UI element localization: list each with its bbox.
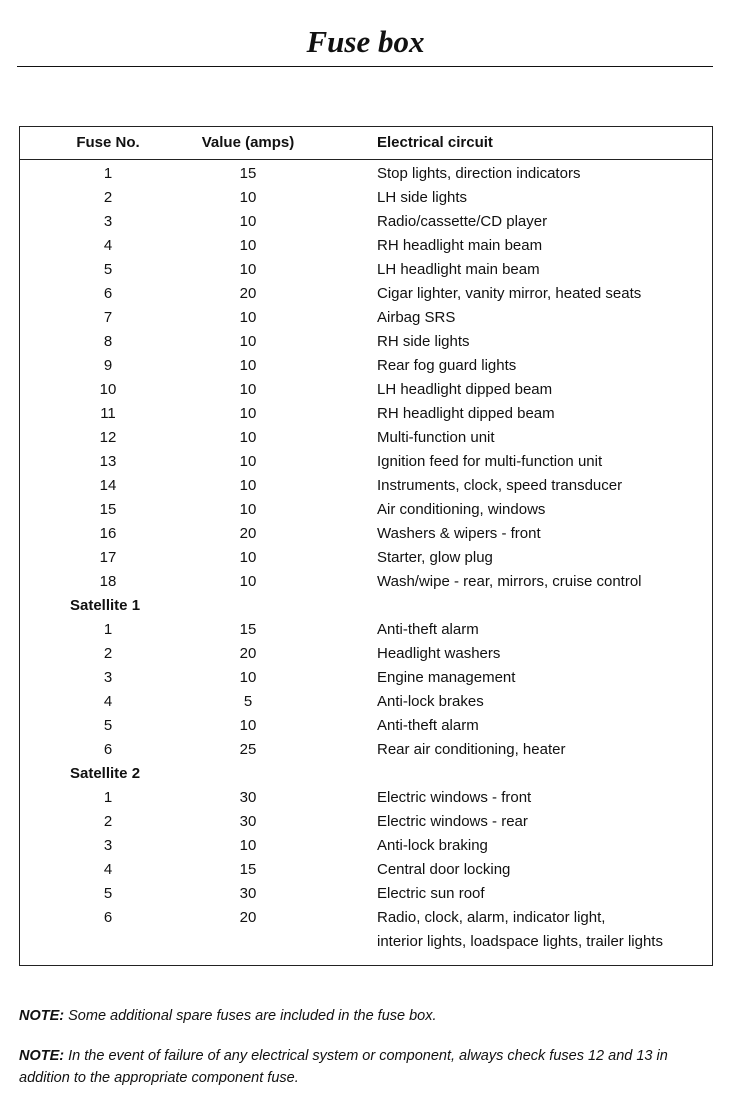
fuse-value: 10	[239, 573, 257, 590]
table-row	[20, 330, 712, 354]
note-label: NOTE:	[19, 1007, 65, 1024]
fuse-number: 14	[99, 477, 117, 494]
circuit-description: Instruments, clock, speed transducer	[377, 477, 623, 494]
title-divider	[17, 66, 713, 67]
table-row	[20, 546, 712, 570]
fuse-number: 8	[103, 333, 113, 350]
fuse-value: 10	[239, 453, 257, 470]
fuse-value: 10	[239, 213, 257, 230]
table-row	[20, 210, 712, 234]
fuse-number: 3	[103, 669, 113, 686]
fuse-value: 5	[243, 693, 253, 710]
fuse-number: 10	[99, 381, 117, 398]
header-circuit: Electrical circuit	[377, 134, 493, 151]
table-row	[20, 666, 712, 690]
circuit-description: RH side lights	[377, 333, 470, 350]
table-row	[20, 450, 712, 474]
circuit-description: Anti-lock brakes	[377, 693, 484, 710]
fuse-value: 10	[239, 717, 257, 734]
fuse-value: 20	[239, 525, 257, 542]
circuit-description: Multi-function unit	[377, 429, 495, 446]
fuse-number: 3	[103, 213, 113, 230]
table-row	[20, 522, 712, 546]
table-row	[20, 234, 712, 258]
circuit-description: LH headlight main beam	[377, 261, 540, 278]
fuse-number: 6	[103, 285, 113, 302]
note-text: Some additional spare fuses are included in the fuse box.	[68, 1007, 437, 1024]
fuse-number: 11	[100, 405, 116, 422]
table-row	[20, 714, 712, 738]
circuit-description: Electric sun roof	[377, 885, 485, 902]
note-spare-fuses	[19, 1005, 709, 1027]
fuse-number: 4	[103, 693, 113, 710]
fuse-number: 16	[99, 525, 117, 542]
table-row	[20, 258, 712, 282]
fuse-value: 25	[239, 741, 257, 758]
fuse-number: 6	[103, 741, 113, 758]
fuse-number: 13	[99, 453, 117, 470]
note-label: NOTE:	[19, 1047, 65, 1064]
table-row	[20, 906, 712, 954]
table-row	[20, 642, 712, 666]
table-row	[20, 618, 712, 642]
group-heading	[20, 762, 712, 786]
fuse-number: 5	[103, 261, 113, 278]
header-fuse-no: Fuse No.	[76, 134, 140, 151]
circuit-description: RH headlight dipped beam	[377, 405, 555, 422]
fuse-number: 6	[103, 909, 113, 926]
fuse-number: 4	[103, 237, 113, 254]
fuse-number: 2	[103, 813, 113, 830]
table-row	[20, 882, 712, 906]
circuit-description: Radio, clock, alarm, indicator light, interior lights, loadspace lights, trailer lights	[377, 909, 663, 950]
table-row	[20, 498, 712, 522]
fuse-value: 10	[239, 837, 257, 854]
fuse-value: 10	[239, 237, 257, 254]
table-row	[20, 402, 712, 426]
fuse-number: 2	[103, 189, 113, 206]
fuse-number: 4	[103, 861, 113, 878]
circuit-description: Rear air conditioning, heater	[377, 741, 566, 758]
table-row	[20, 474, 712, 498]
fuse-value: 30	[239, 789, 257, 806]
table-row	[20, 426, 712, 450]
circuit-description: Headlight washers	[377, 645, 501, 662]
fuse-table	[19, 126, 713, 966]
fuse-number: 7	[103, 309, 113, 326]
fuse-number: 1	[103, 789, 113, 806]
circuit-description: Airbag SRS	[377, 309, 456, 326]
fuse-number: 9	[103, 357, 113, 374]
fuse-number: 2	[103, 645, 113, 662]
table-header	[20, 126, 712, 160]
fuse-value: 10	[239, 261, 257, 278]
fuse-value: 15	[239, 621, 257, 638]
fuse-value: 10	[239, 357, 257, 374]
table-body	[20, 162, 712, 954]
circuit-description: Rear fog guard lights	[377, 357, 517, 374]
circuit-description: Washers & wipers - front	[377, 525, 541, 542]
circuit-description: LH side lights	[377, 189, 468, 206]
fuse-value: 10	[239, 309, 257, 326]
table-row	[20, 834, 712, 858]
fuse-value: 10	[239, 333, 257, 350]
circuit-description: Starter, glow plug	[377, 549, 493, 566]
fuse-number: 5	[103, 885, 113, 902]
circuit-description: Anti-lock braking	[377, 837, 488, 854]
fuse-value: 15	[239, 861, 257, 878]
fuse-value: 10	[239, 501, 257, 518]
table-row	[20, 162, 712, 186]
fuse-value: 30	[239, 885, 257, 902]
circuit-description: Air conditioning, windows	[377, 501, 546, 518]
table-row	[20, 786, 712, 810]
circuit-description: Cigar lighter, vanity mirror, heated seats	[377, 285, 642, 302]
group-label: Satellite 1	[70, 597, 141, 614]
circuit-description: Radio/cassette/CD player	[377, 213, 548, 230]
fuse-value: 15	[239, 165, 257, 182]
fuse-number: 5	[103, 717, 113, 734]
fuse-value: 10	[239, 381, 257, 398]
circuit-description: RH headlight main beam	[377, 237, 543, 254]
page-title: Fuse box	[306, 24, 425, 59]
circuit-description: Wash/wipe - rear, mirrors, cruise control	[377, 573, 642, 590]
table-row	[20, 738, 712, 762]
table-row	[20, 378, 712, 402]
table-row	[20, 810, 712, 834]
table-row	[20, 858, 712, 882]
fuse-number: 3	[103, 837, 113, 854]
fuse-value: 20	[239, 645, 257, 662]
note-text: In the event of failure of any electrical system or component, always check fuses 12 and 13 in addition to the appropriate component fuse.	[19, 1047, 668, 1086]
circuit-description: Anti-theft alarm	[377, 717, 479, 734]
table-row	[20, 282, 712, 306]
note-check-fuses	[19, 1045, 709, 1089]
fuse-value: 10	[239, 549, 257, 566]
fuse-value: 20	[239, 285, 257, 302]
fuse-number: 1	[103, 165, 113, 182]
fuse-value: 10	[239, 477, 257, 494]
fuse-value: 30	[239, 813, 257, 830]
table-row	[20, 690, 712, 714]
fuse-number: 18	[99, 573, 117, 590]
fuse-number: 15	[99, 501, 117, 518]
circuit-description: LH headlight dipped beam	[377, 381, 553, 398]
group-label: Satellite 2	[70, 765, 141, 782]
fuse-value: 20	[239, 909, 257, 926]
header-value: Value (amps)	[201, 134, 295, 151]
circuit-description: Central door locking	[377, 861, 511, 878]
fuse-number: 12	[99, 429, 117, 446]
table-row	[20, 306, 712, 330]
circuit-description: Ignition feed for multi-function unit	[377, 453, 603, 470]
fuse-value: 10	[239, 405, 257, 422]
fuse-value: 10	[239, 189, 257, 206]
table-row	[20, 570, 712, 594]
circuit-description: Anti-theft alarm	[377, 621, 479, 638]
circuit-description: Electric windows - front	[377, 789, 532, 806]
fuse-value: 10	[239, 669, 257, 686]
fuse-number: 1	[103, 621, 113, 638]
fuse-number: 17	[99, 549, 117, 566]
table-row	[20, 186, 712, 210]
circuit-description: Stop lights, direction indicators	[377, 165, 581, 182]
table-row	[20, 354, 712, 378]
fuse-value: 10	[239, 429, 257, 446]
group-heading	[20, 594, 712, 618]
circuit-description: Engine management	[377, 669, 516, 686]
circuit-description: Electric windows - rear	[377, 813, 528, 830]
